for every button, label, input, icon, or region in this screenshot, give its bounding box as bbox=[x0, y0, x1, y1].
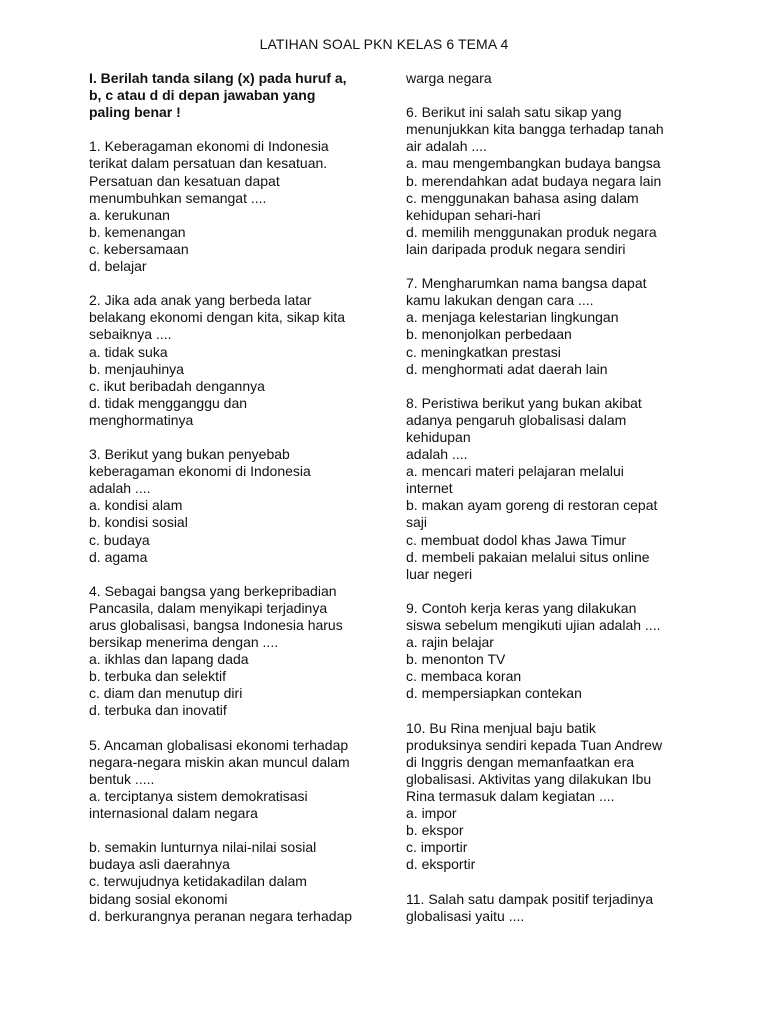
text-line: c. membuat dodol khas Jawa Timur bbox=[406, 531, 627, 548]
text-line: d. memilih menggunakan produk negara bbox=[406, 223, 657, 240]
blank-line bbox=[406, 583, 696, 600]
text-line: c. importir bbox=[406, 839, 468, 856]
text-line: d. belajar bbox=[89, 258, 147, 275]
text-line: bersikap menerima dengan .... bbox=[89, 634, 279, 651]
text-line: d. eksportir bbox=[406, 856, 476, 873]
text-line: internet bbox=[406, 480, 453, 497]
text-line: a. kerukunan bbox=[89, 206, 170, 223]
text-line: b. kemenangan bbox=[89, 223, 186, 240]
blank-line bbox=[89, 429, 374, 446]
text-line: c. kebersamaan bbox=[89, 240, 189, 257]
text-line: d. membeli pakaian melalui situs online bbox=[406, 548, 650, 565]
text-line: a. menjaga kelestarian lingkungan bbox=[406, 309, 619, 326]
blank-line bbox=[89, 566, 374, 583]
text-line: bidang sosial ekonomi bbox=[89, 890, 228, 907]
text-line: di Inggris dengan memanfaatkan era bbox=[406, 753, 635, 770]
text-line: kamu lakukan dengan cara .... bbox=[406, 292, 594, 309]
text-line: 11. Salah satu dampak positif terjadinya bbox=[406, 890, 654, 907]
text-line: d. tidak mengganggu dan bbox=[89, 394, 248, 411]
instruction-line: I. Berilah tanda silang (x) pada huruf a, bbox=[89, 70, 347, 86]
text-line: c. membaca koran bbox=[406, 668, 522, 685]
text-line: b. makan ayam goreng di restoran cepat bbox=[406, 497, 658, 514]
text-line: budaya asli daerahnya bbox=[89, 856, 230, 873]
text-line: d. berkurangnya peranan negara terhadap bbox=[89, 907, 353, 924]
text-line: 10. Bu Rina menjual baju batik bbox=[406, 719, 596, 736]
instruction-line: b, c atau d di depan jawaban yang bbox=[89, 87, 316, 104]
text-line: adalah .... bbox=[89, 480, 151, 497]
blank-line bbox=[89, 822, 374, 839]
text-line: b. menonjolkan perbedaan bbox=[406, 326, 572, 343]
text-line: d. menghormati adat daerah lain bbox=[406, 360, 608, 377]
blank-line bbox=[89, 275, 374, 292]
text-line: produksinya sendiri kepada Tuan Andrew bbox=[406, 736, 663, 753]
text-line: menumbuhkan semangat .... bbox=[89, 189, 267, 206]
text-line: b. ekspor bbox=[406, 822, 464, 839]
text-line: saji bbox=[406, 514, 428, 531]
text-line: d. agama bbox=[89, 548, 148, 565]
blank-line bbox=[406, 378, 696, 395]
text-line: 3. Berikut yang bukan penyebab bbox=[89, 446, 290, 463]
page-title: LATIHAN SOAL PKN KELAS 6 TEMA 4 bbox=[259, 36, 509, 52]
text-line: belakang ekonomi dengan kita, sikap kita bbox=[89, 309, 346, 326]
right-column bbox=[406, 70, 696, 925]
text-line: 4. Sebagai bangsa yang berkepribadian bbox=[89, 582, 337, 599]
text-line: warga negara bbox=[406, 70, 492, 86]
text-line: 2. Jika ada anak yang berbeda latar bbox=[89, 292, 312, 309]
text-line: 9. Contoh kerja keras yang dilakukan bbox=[406, 599, 637, 616]
text-line: 1. Keberagaman ekonomi di Indonesia bbox=[89, 138, 329, 155]
blank-line bbox=[406, 702, 696, 719]
left-column bbox=[89, 70, 374, 925]
text-line: adanya pengaruh globalisasi dalam bbox=[406, 411, 627, 428]
text-line: a. impor bbox=[406, 805, 457, 822]
text-line: d. terbuka dan inovatif bbox=[89, 702, 227, 719]
text-line: Persatuan dan kesatuan dapat bbox=[89, 172, 280, 189]
blank-line bbox=[89, 720, 374, 737]
text-line: 7. Mengharumkan nama bangsa dapat bbox=[406, 275, 647, 292]
text-line: kehidupan sehari-hari bbox=[406, 206, 541, 223]
text-line: globalisasi. Aktivitas yang dilakukan Ibu bbox=[406, 770, 652, 787]
text-line: terikat dalam persatuan dan kesatuan. bbox=[89, 155, 328, 172]
text-line: a. ikhlas dan lapang dada bbox=[89, 651, 249, 668]
text-line: a. terciptanya sistem demokratisasi bbox=[89, 787, 308, 804]
text-line: menunjukkan kita bangga terhadap tanah bbox=[406, 121, 664, 138]
text-line: adalah .... bbox=[406, 446, 468, 463]
text-line: c. diam dan menutup diri bbox=[89, 685, 243, 702]
text-line: a. rajin belajar bbox=[406, 634, 494, 651]
text-line: 8. Peristiwa berikut yang bukan akibat bbox=[406, 394, 642, 411]
text-line: a. mencari materi pelajaran melalui bbox=[406, 463, 624, 480]
text-line: internasional dalam negara bbox=[89, 805, 258, 822]
text-line: b. terbuka dan selektif bbox=[89, 668, 226, 685]
blank-line bbox=[406, 258, 696, 275]
text-line: luar negeri bbox=[406, 565, 473, 582]
text-line: b. merendahkan adat budaya negara lain bbox=[406, 172, 662, 189]
text-line: negara-negara miskin akan muncul dalam bbox=[89, 753, 350, 770]
text-line: arus globalisasi, bangsa Indonesia harus bbox=[89, 617, 343, 633]
text-line: c. budaya bbox=[89, 531, 150, 548]
text-line: Pancasila, dalam menyikapi terjadinya bbox=[89, 599, 328, 616]
text-line: keberagaman ekonomi di Indonesia bbox=[89, 463, 311, 480]
text-line: a. tidak suka bbox=[89, 343, 168, 360]
text-line: b. menjauhinya bbox=[89, 360, 184, 377]
text-line: air adalah .... bbox=[406, 138, 487, 155]
text-line: siswa sebelum mengikuti ujian adalah .... bbox=[406, 617, 661, 633]
text-line: c. terwujudnya ketidakadilan dalam bbox=[89, 873, 307, 890]
text-line: a. mau mengembangkan budaya bangsa bbox=[406, 155, 661, 172]
instruction-line: paling benar ! bbox=[89, 104, 181, 121]
text-line: b. menonton TV bbox=[406, 651, 506, 668]
text-line: globalisasi yaitu .... bbox=[406, 907, 525, 924]
text-line: c. menggunakan bahasa asing dalam bbox=[406, 189, 639, 206]
blank-line bbox=[406, 873, 696, 890]
text-line: 5. Ancaman globalisasi ekonomi terhadap bbox=[89, 736, 349, 753]
text-line: d. mempersiapkan contekan bbox=[406, 685, 582, 702]
text-line: 6. Berikut ini salah satu sikap yang bbox=[406, 104, 622, 121]
blank-line bbox=[89, 121, 374, 138]
text-line: b. semakin lunturnya nilai-nilai sosial bbox=[89, 839, 317, 856]
text-line: c. ikut beribadah dengannya bbox=[89, 377, 265, 394]
blank-line bbox=[406, 87, 696, 104]
text-line: bentuk ..... bbox=[89, 770, 155, 787]
text-line: Rina termasuk dalam kegiatan .... bbox=[406, 787, 615, 804]
text-line: c. meningkatkan prestasi bbox=[406, 343, 561, 360]
text-line: lain daripada produk negara sendiri bbox=[406, 240, 626, 257]
text-line: menghormatinya bbox=[89, 411, 194, 428]
text-line: kehidupan bbox=[406, 428, 471, 445]
text-line: sebaiknya .... bbox=[89, 326, 172, 343]
text-line: b. kondisi sosial bbox=[89, 514, 188, 531]
text-line: a. kondisi alam bbox=[89, 497, 183, 514]
